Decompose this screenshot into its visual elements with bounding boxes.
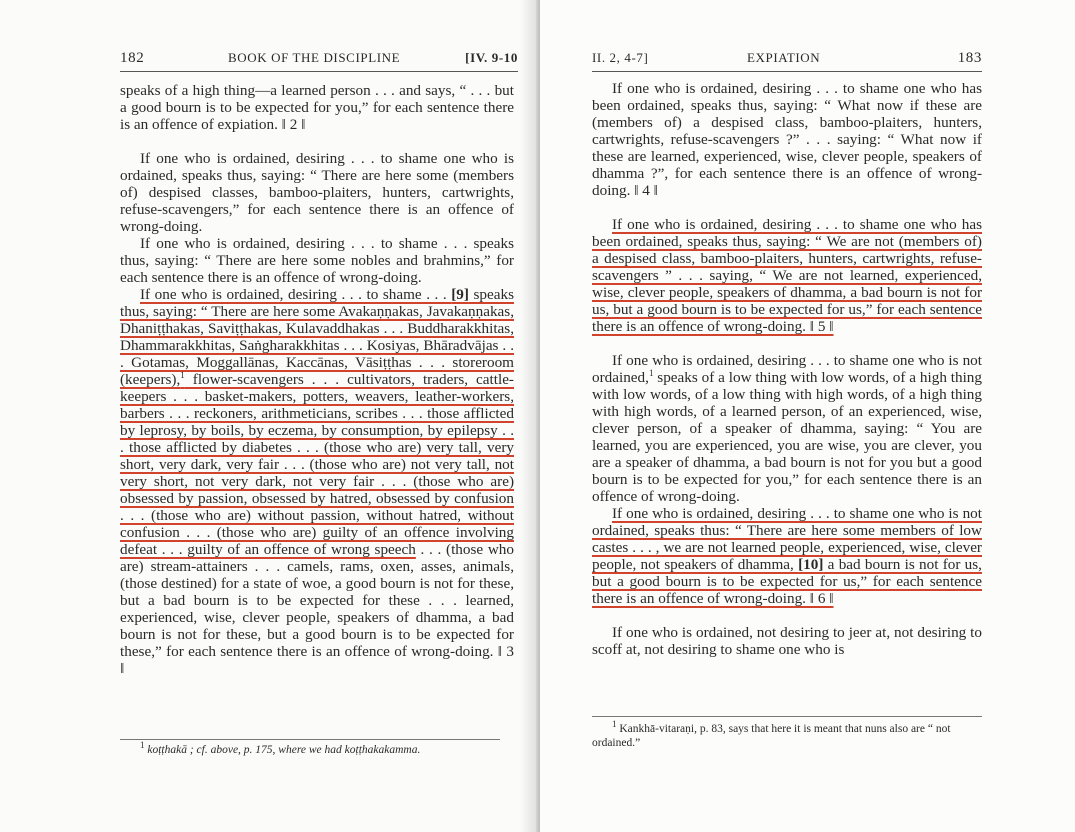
left-footnote-text: koṭṭhakā ; cf. above, p. 175, where we had koṭṭhakakamma. bbox=[147, 744, 421, 756]
right-para-6a: If one who is ordained, desiring . . . to shame one who is not ordained,$^1$ speaks of a low thing with low words, of a high thing with low words, of a low thing with high words, of a high thing with high words, of a learned person, of an experienced, wise, clever person, of a speaker of dhamma, saying: “ You are learned, you are experienced, you are wise, you are clever, you are a speaker of dhamma, a bad bourn is not for you but a good bourn is to be expected for you,” for each sentence there is an offence of wrong-doing. bbox=[592, 352, 982, 505]
left-para-wrong-doing-2: If one who is ordained, desiring . . . to shame . . . speaks thus, saying: “ There are here some nobles and brahmins,” for each sentence there is an offence of wrong-doing. bbox=[120, 235, 514, 286]
right-para-4: If one who is ordained, desiring . . . to shame one who has been ordained, speaks thus, saying: “ What now if these are (members of) a despised class, bamboo-plaiters, hunters, cartwrights, refuse-scavengers ?” . . . saying: “ What now if these are learned, experienced, wise, clever people, speakers of dhamma ?”, for each sentence there is an offence of wrong-doing. ‖ 4 ‖ bbox=[592, 80, 982, 199]
left-para-wrong-doing-1: If one who is ordained, desiring . . . to shame one who is ordained, speaks thus, saying: “ There are here some (members of) despised classes, bamboo-plaiters, hunters, cartwrights, refuse-scavengers,” for each sentence there is an offence of wrong-doing. bbox=[120, 150, 514, 235]
left-body bbox=[120, 82, 514, 677]
right-page-number: 183 bbox=[957, 50, 982, 66]
right-section-ref: II. 2, 4-7] bbox=[592, 50, 649, 65]
right-header-rule bbox=[592, 71, 982, 72]
page-ref-9: [9] bbox=[451, 286, 469, 303]
left-running-title: BOOK OF THE DISCIPLINE bbox=[228, 50, 401, 65]
page-ref-10: [10] bbox=[798, 556, 824, 573]
left-para-3: If one who is ordained, desiring . . . to shame . . . [9] speaks thus, saying: “ There are here some Avakaṇṇakas, Javakaṇṇakas, Dhaniṭṭhakas, Saviṭṭhakas, Kulavaddhakas . . . Buddharakkhitas, Dhammarakkhitas, Saṅgharakkhitas . . . Kosiyas, Bhāradvājas . . . Gotamas, Moggallānas, Kaccānas, Vāsiṭṭhas . . . storeroom (keepers),$^1$ flower-scavengers . . . cultivators, traders, cattle-keepers . . . basket-makers, potters, weavers, leather-workers, barbers . . . reckoners, arithmeticians, scribes . . . those afflicted by leprosy, by boils, by eczema, by consumption, by epilepsy . . . those afflicted by diabetes . . . (those who are) very tall, very short, very dark, very fair . . . (those who are) not very tall, not very short, not very dark, not very fair . . . (those who are) obsessed by passion, obsessed by hatred, obsessed by confusion . . . (those who are) without passion, without hatred, without confusion . . . (those who are) guilty of an offence involving defeat . . . guilty of an offence of wrong speech . . . (those who are) stream-attainers . . . camels, rams, oxen, asses, animals, (those destined) for a state of woe, a good bourn is not for these, but a bad bourn is to be expected for these . . . learned, experienced, wise, clever people, speakers of dhamma, a bad bourn is not for these, but a good bourn is to be expected for these,” for each sentence there is an offence of wrong-doing. ‖ 3 ‖ bbox=[120, 286, 514, 677]
right-footnote-rule bbox=[592, 716, 982, 717]
highlighted-passage: If one who is ordained, desiring . . . to shame . . . [9] speaks thus, saying: “ There are here some Avakaṇṇakas, Javakaṇṇakas, Dhaniṭṭhakas, Saviṭṭhakas, Kulavaddhakas . . . Buddharakkhitas, Dhammarakkhitas, Saṅgharakkhitas . . . Kosiyas, Bhāradvājas . . . Gotamas, Moggallānas, Kaccānas, Vāsiṭṭhas . . . storeroom (keepers),$^1$ flower-scavengers . . . cultivators, traders, cattle-keepers . . . basket-makers, potters, weavers, leather-workers, barbers . . . reckoners, arithmeticians, scribes . . . those afflicted by leprosy, by boils, by eczema, by consumption, by epilepsy . . . those afflicted by diabetes . . . (those who are) very tall, very short, very dark, very fair . . . (those who are) not very tall, not very short, not very dark, not very fair . . . (those who are) obsessed by passion, obsessed by hatred, obsessed by confusion . . . (those who are) without passion, without hatred, without confusion . . . (those who are) guilty of an offence involving defeat . . . guilty of an offence of wrong speech bbox=[120, 286, 514, 558]
footnote-marker: 1 bbox=[180, 369, 185, 380]
right-para-6b: If one who is ordained, desiring . . . to shame one who is not ordained, speaks thus: “ There are here some members of low castes . . . , we are not learned people, experienced, wise, clever people, not speakers of dhamma, [10] a bad bourn is not for us, but a good bourn is to be expected for us,” for each sentence there is an offence of wrong-doing. ‖ 6 ‖ bbox=[592, 505, 982, 607]
left-page-number: 182 bbox=[120, 50, 145, 66]
right-page bbox=[540, 0, 1075, 832]
right-footnote-text: Kankhā-vitaraṇi, p. 83, says that here it is meant that nuns also are “ not ordained.” bbox=[592, 723, 951, 749]
left-section-ref: [IV. 9-10 bbox=[465, 50, 518, 65]
right-para-7: If one who is ordained, not desiring to jeer at, not desiring to scoff at, not desiring to shame one who is bbox=[592, 624, 982, 658]
right-running-title: EXPIATION bbox=[747, 50, 821, 65]
left-footnote-rule bbox=[120, 739, 500, 740]
right-footnote: $^1$ Kankhā-vitaraṇi, p. 83, says that here it is meant that nuns also are “ not ordained.” bbox=[592, 719, 951, 749]
left-para-2: speaks of a high thing—a learned person . . . and says, “ . . . but a good bourn is to be expected for you,” for each sentence there is an offence of expiation. ‖ 2 ‖ bbox=[120, 82, 514, 133]
right-body bbox=[592, 80, 982, 658]
left-header-rule bbox=[120, 71, 518, 72]
left-page bbox=[0, 0, 536, 832]
right-para-5: If one who is ordained, desiring . . . to shame one who has been ordained, speaks thus, saying: “ We are not (members of) a despised class, bamboo-plaiters, hunters, cartwrights, refuse-scavengers ” . . . saying, “ We are not learned, experienced, wise, clever people, speakers of dhamma, a bad bourn is not for us, but a good bourn is to be expected for us,” for each sentence there is an offence of wrong-doing. ‖ 5 ‖ bbox=[592, 216, 982, 335]
footnote-marker: 1 bbox=[648, 367, 654, 378]
left-footnote: $^1$ koṭṭhakā ; cf. above, p. 175, where we had koṭṭhakakamma. bbox=[140, 740, 421, 756]
